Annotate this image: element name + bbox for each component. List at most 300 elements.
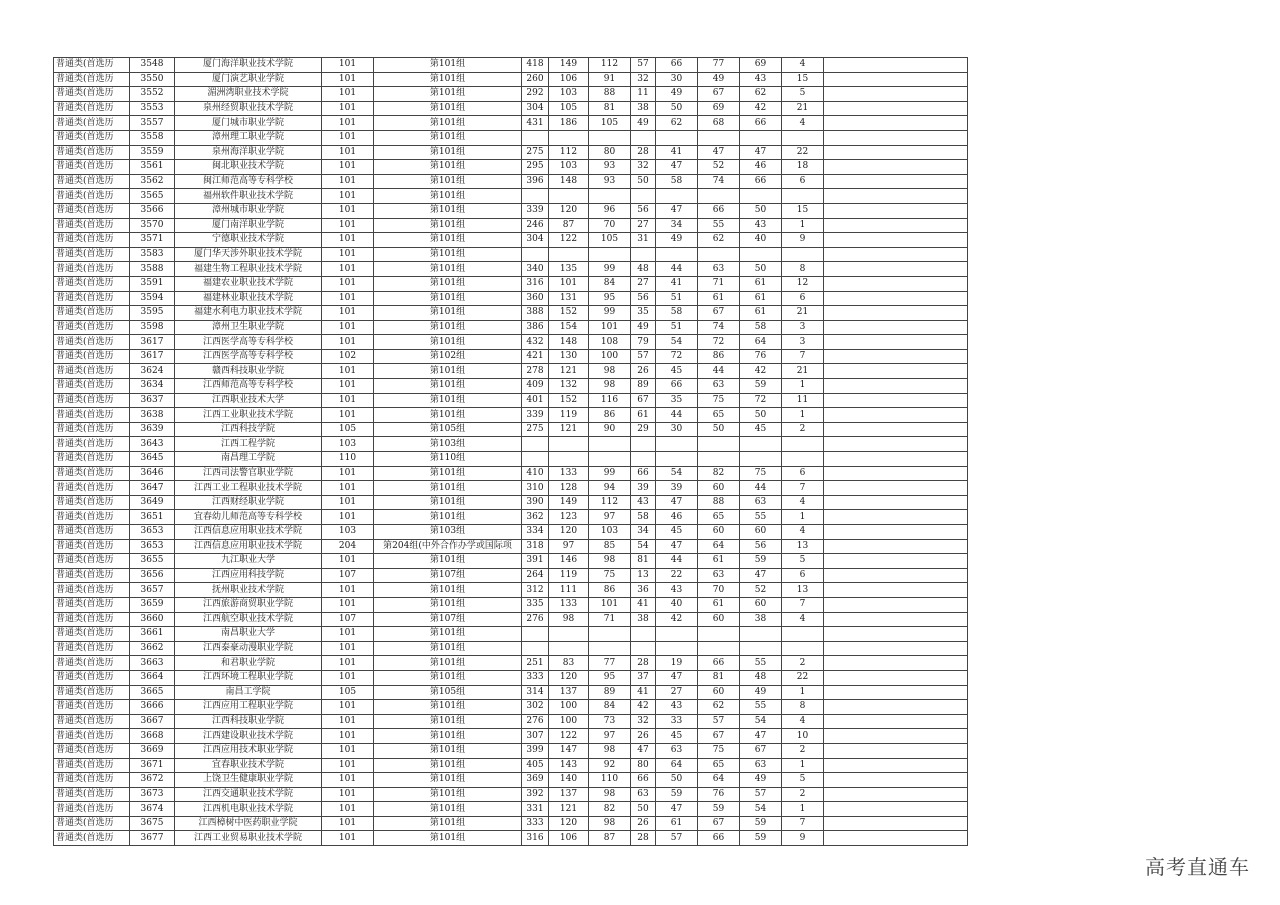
table-cell: 45: [656, 364, 698, 379]
table-cell: 第204组(中外合作办学或国际项: [374, 539, 522, 554]
table-cell: 普通类(首选历: [54, 116, 130, 131]
table-cell: 101: [322, 466, 374, 481]
table-row: [54, 335, 968, 350]
table-cell: [782, 189, 824, 204]
table-row: [54, 276, 968, 291]
table-cell: 13: [782, 539, 824, 554]
table-cell: 108: [589, 335, 631, 350]
table-cell: 65: [698, 408, 740, 423]
table-cell: 62: [656, 116, 698, 131]
table-cell: 49: [656, 233, 698, 248]
table-cell: 71: [589, 612, 631, 627]
table-cell: 57: [631, 58, 656, 73]
table-cell: 江西工程学院: [175, 437, 322, 452]
table-cell: 101: [322, 656, 374, 671]
table-cell: 318: [522, 539, 549, 554]
table-cell: [824, 787, 968, 802]
table-cell: 55: [740, 510, 782, 525]
table-cell: 第101组: [374, 408, 522, 423]
table-cell: 49: [740, 685, 782, 700]
table-cell: 4: [782, 612, 824, 627]
table-cell: 3647: [130, 481, 175, 496]
table-row: [54, 72, 968, 87]
table-row: [54, 612, 968, 627]
table-cell: 42: [631, 700, 656, 715]
table-cell: 38: [631, 612, 656, 627]
table-cell: 101: [322, 262, 374, 277]
table-cell: [656, 641, 698, 656]
table-cell: 22: [656, 568, 698, 583]
table-row: [54, 773, 968, 788]
table-cell: 140: [549, 773, 589, 788]
table-cell: 119: [549, 408, 589, 423]
table-cell: 普通类(首选历: [54, 729, 130, 744]
table-cell: 34: [656, 218, 698, 233]
table-cell: 101: [322, 87, 374, 102]
table-cell: [740, 189, 782, 204]
table-cell: 50: [740, 203, 782, 218]
table-cell: 186: [549, 116, 589, 131]
table-cell: 21: [782, 101, 824, 116]
table-cell: 76: [740, 349, 782, 364]
table-cell: 101: [322, 58, 374, 73]
table-cell: [824, 437, 968, 452]
table-row: [54, 714, 968, 729]
table-cell: 97: [589, 729, 631, 744]
table-cell: 82: [589, 802, 631, 817]
table-cell: [522, 627, 549, 642]
table-cell: [740, 130, 782, 145]
table-cell: 11: [631, 87, 656, 102]
table-cell: 61: [698, 554, 740, 569]
table-cell: 南昌职业大学: [175, 627, 322, 642]
table-cell: 41: [631, 685, 656, 700]
table-cell: 44: [656, 408, 698, 423]
table-cell: 105: [322, 422, 374, 437]
table-cell: 宁德职业技术学院: [175, 233, 322, 248]
table-cell: 63: [656, 743, 698, 758]
table-cell: 99: [589, 466, 631, 481]
table-cell: 101: [322, 160, 374, 175]
table-cell: 1: [782, 510, 824, 525]
table-cell: 60: [740, 525, 782, 540]
table-cell: 3661: [130, 627, 175, 642]
table-cell: [824, 554, 968, 569]
table-cell: 93: [589, 160, 631, 175]
table-cell: 普通类(首选历: [54, 554, 130, 569]
table-cell: 第101组: [374, 379, 522, 394]
table-cell: 8: [782, 700, 824, 715]
table-cell: 普通类(首选历: [54, 612, 130, 627]
table-cell: [824, 452, 968, 467]
table-cell: 110: [589, 773, 631, 788]
table-cell: 105: [589, 233, 631, 248]
table-cell: [824, 656, 968, 671]
table-cell: 386: [522, 320, 549, 335]
table-cell: 21: [782, 364, 824, 379]
table-cell: 401: [522, 393, 549, 408]
table-cell: 59: [740, 379, 782, 394]
table-cell: 204: [322, 539, 374, 554]
table-cell: 第101组: [374, 364, 522, 379]
table-cell: 50: [631, 802, 656, 817]
table-cell: 339: [522, 203, 549, 218]
table-cell: 3645: [130, 452, 175, 467]
table-cell: 62: [698, 233, 740, 248]
table-row: [54, 452, 968, 467]
table-cell: 厦门华天涉外职业技术学院: [175, 247, 322, 262]
table-cell: 64: [698, 539, 740, 554]
table-cell: 普通类(首选历: [54, 87, 130, 102]
table-cell: 137: [549, 787, 589, 802]
table-cell: 100: [549, 714, 589, 729]
table-cell: 3667: [130, 714, 175, 729]
table-cell: 普通类(首选历: [54, 145, 130, 160]
table-cell: 46: [740, 160, 782, 175]
table-cell: 50: [740, 408, 782, 423]
table-cell: 3557: [130, 116, 175, 131]
table-cell: [824, 685, 968, 700]
table-cell: [656, 627, 698, 642]
table-cell: 57: [656, 831, 698, 846]
table-cell: 7: [782, 597, 824, 612]
table-cell: [522, 130, 549, 145]
table-cell: 61: [631, 408, 656, 423]
table-cell: 51: [656, 291, 698, 306]
table-cell: 厦门城市职业学院: [175, 116, 322, 131]
table-cell: 71: [698, 276, 740, 291]
table-cell: 37: [631, 670, 656, 685]
table-cell: 第101组: [374, 554, 522, 569]
table-cell: 61: [740, 291, 782, 306]
table-cell: 292: [522, 87, 549, 102]
table-cell: [522, 247, 549, 262]
table-cell: 江西樟树中医药职业学院: [175, 816, 322, 831]
table-cell: [824, 597, 968, 612]
table-row: [54, 58, 968, 73]
table-cell: 101: [322, 714, 374, 729]
table-row: [54, 160, 968, 175]
table-cell: 第101组: [374, 773, 522, 788]
table-cell: 121: [549, 802, 589, 817]
table-cell: [824, 189, 968, 204]
table-cell: 普通类(首选历: [54, 700, 130, 715]
table-cell: 7: [782, 481, 824, 496]
table-cell: [824, 87, 968, 102]
table-cell: [782, 641, 824, 656]
table-cell: 62: [740, 87, 782, 102]
table-cell: 47: [740, 729, 782, 744]
table-cell: 普通类(首选历: [54, 101, 130, 116]
table-cell: 122: [549, 729, 589, 744]
table-cell: 51: [656, 320, 698, 335]
table-cell: 42: [740, 364, 782, 379]
table-cell: [824, 466, 968, 481]
table-cell: 86: [589, 408, 631, 423]
table-cell: 66: [631, 466, 656, 481]
table-cell: 57: [740, 787, 782, 802]
table-cell: 101: [322, 510, 374, 525]
table-cell: 13: [631, 568, 656, 583]
table-row: [54, 145, 968, 160]
table-row: [54, 466, 968, 481]
table-cell: 8: [782, 262, 824, 277]
table-cell: [549, 189, 589, 204]
table-cell: 90: [589, 422, 631, 437]
table-cell: 7: [782, 816, 824, 831]
table-cell: 江西工业贸易职业技术学院: [175, 831, 322, 846]
table-cell: 81: [589, 101, 631, 116]
table-cell: 3562: [130, 174, 175, 189]
table-cell: 101: [322, 306, 374, 321]
table-cell: 32: [631, 714, 656, 729]
table-cell: 101: [322, 495, 374, 510]
table-cell: 67: [698, 87, 740, 102]
table-cell: 3656: [130, 568, 175, 583]
table-cell: [740, 452, 782, 467]
table-cell: [824, 393, 968, 408]
table-cell: 第101组: [374, 203, 522, 218]
table-cell: 128: [549, 481, 589, 496]
table-cell: 146: [549, 554, 589, 569]
table-cell: 260: [522, 72, 549, 87]
table-cell: 121: [549, 422, 589, 437]
table-cell: 120: [549, 816, 589, 831]
table-cell: 第101组: [374, 802, 522, 817]
table-cell: 27: [631, 276, 656, 291]
table-cell: 116: [589, 393, 631, 408]
table-cell: 43: [631, 495, 656, 510]
table-cell: [824, 145, 968, 160]
table-cell: 普通类(首选历: [54, 262, 130, 277]
table-cell: [589, 452, 631, 467]
table-cell: 66: [698, 656, 740, 671]
table-row: [54, 349, 968, 364]
table-row: [54, 525, 968, 540]
table-cell: 3561: [130, 160, 175, 175]
table-cell: 58: [656, 174, 698, 189]
table-cell: 418: [522, 58, 549, 73]
table-cell: 1: [782, 685, 824, 700]
table-cell: 第101组: [374, 58, 522, 73]
table-cell: 92: [589, 758, 631, 773]
table-cell: 47: [656, 495, 698, 510]
table-cell: 101: [322, 218, 374, 233]
table-cell: 3598: [130, 320, 175, 335]
table-cell: 333: [522, 816, 549, 831]
table-row: [54, 291, 968, 306]
table-cell: 304: [522, 233, 549, 248]
table-cell: [824, 291, 968, 306]
table-cell: 福建农业职业技术学院: [175, 276, 322, 291]
table-cell: 339: [522, 408, 549, 423]
table-cell: [782, 627, 824, 642]
table-cell: 66: [698, 831, 740, 846]
admission-score-table: [53, 57, 968, 846]
table-cell: 310: [522, 481, 549, 496]
table-cell: 第110组: [374, 452, 522, 467]
table-cell: 399: [522, 743, 549, 758]
table-cell: 3651: [130, 510, 175, 525]
table-cell: 67: [698, 729, 740, 744]
table-cell: 第103组: [374, 525, 522, 540]
table-cell: 69: [740, 58, 782, 73]
table-cell: 84: [589, 700, 631, 715]
table-cell: 432: [522, 335, 549, 350]
table-row: [54, 101, 968, 116]
table-cell: 98: [549, 612, 589, 627]
table-cell: 38: [740, 612, 782, 627]
table-cell: 89: [589, 685, 631, 700]
table-cell: 335: [522, 597, 549, 612]
table-cell: 第101组: [374, 510, 522, 525]
table-cell: 29: [631, 422, 656, 437]
table-cell: 275: [522, 422, 549, 437]
table-cell: 57: [698, 714, 740, 729]
table-row: [54, 218, 968, 233]
table-cell: 66: [656, 379, 698, 394]
table-cell: 3566: [130, 203, 175, 218]
table-cell: 和君职业学院: [175, 656, 322, 671]
table-cell: [631, 247, 656, 262]
table-cell: 132: [549, 379, 589, 394]
table-cell: 江西医学高等专科学校: [175, 349, 322, 364]
table-row: [54, 189, 968, 204]
table-cell: [824, 729, 968, 744]
table-cell: 普通类(首选历: [54, 130, 130, 145]
table-cell: 普通类(首选历: [54, 437, 130, 452]
watermark-text: 高考直通车: [1145, 855, 1250, 879]
table-row: [54, 670, 968, 685]
table-cell: 60: [698, 685, 740, 700]
table-cell: 63: [698, 568, 740, 583]
table-cell: [589, 130, 631, 145]
table-cell: 66: [631, 773, 656, 788]
table-cell: 3665: [130, 685, 175, 700]
table-cell: 147: [549, 743, 589, 758]
table-cell: [656, 437, 698, 452]
table-cell: 第101组: [374, 816, 522, 831]
table-cell: 江西师范高等专科学校: [175, 379, 322, 394]
table-cell: 80: [631, 758, 656, 773]
table-cell: 101: [322, 831, 374, 846]
table-cell: 50: [631, 174, 656, 189]
table-cell: 普通类(首选历: [54, 495, 130, 510]
table-cell: 98: [589, 743, 631, 758]
table-cell: 4: [782, 495, 824, 510]
table-cell: [549, 641, 589, 656]
table-cell: 83: [549, 656, 589, 671]
table-cell: 1: [782, 408, 824, 423]
table-cell: 89: [631, 379, 656, 394]
table-cell: 105: [549, 101, 589, 116]
table-cell: 314: [522, 685, 549, 700]
table-cell: 101: [322, 145, 374, 160]
table-cell: 304: [522, 101, 549, 116]
table-cell: 95: [589, 670, 631, 685]
table-cell: [824, 130, 968, 145]
table-cell: 101: [322, 72, 374, 87]
table-cell: [589, 437, 631, 452]
table-cell: 3662: [130, 641, 175, 656]
table-cell: 59: [656, 787, 698, 802]
table-cell: [824, 335, 968, 350]
table-cell: 101: [322, 773, 374, 788]
table-cell: 101: [589, 597, 631, 612]
table-cell: 江西工业职业技术学院: [175, 408, 322, 423]
table-cell: 388: [522, 306, 549, 321]
table-cell: 390: [522, 495, 549, 510]
table-cell: 101: [322, 802, 374, 817]
table-cell: 101: [322, 627, 374, 642]
table-cell: 278: [522, 364, 549, 379]
table-cell: 101: [549, 276, 589, 291]
table-cell: 81: [698, 670, 740, 685]
table-cell: 3671: [130, 758, 175, 773]
table-cell: 普通类(首选历: [54, 758, 130, 773]
table-cell: 3673: [130, 787, 175, 802]
table-cell: 63: [698, 379, 740, 394]
table-cell: [824, 72, 968, 87]
table-cell: 13: [782, 583, 824, 598]
table-cell: 97: [549, 539, 589, 554]
table-cell: 3552: [130, 87, 175, 102]
table-cell: 66: [740, 116, 782, 131]
table-cell: 3639: [130, 422, 175, 437]
table-cell: 340: [522, 262, 549, 277]
table-cell: [631, 627, 656, 642]
table-cell: 391: [522, 554, 549, 569]
table-cell: [824, 262, 968, 277]
table-cell: 122: [549, 233, 589, 248]
table-cell: 42: [740, 101, 782, 116]
table-cell: 第101组: [374, 233, 522, 248]
table-cell: 41: [656, 145, 698, 160]
table-cell: 第101组: [374, 306, 522, 321]
table-cell: 普通类(首选历: [54, 247, 130, 262]
table-cell: 143: [549, 758, 589, 773]
table-cell: 3638: [130, 408, 175, 423]
table-cell: 3: [782, 320, 824, 335]
table-cell: 106: [549, 72, 589, 87]
table-cell: [549, 437, 589, 452]
table-cell: 85: [589, 539, 631, 554]
table-cell: 6: [782, 568, 824, 583]
table-cell: 3657: [130, 583, 175, 598]
table-cell: 61: [740, 276, 782, 291]
table-cell: 43: [740, 218, 782, 233]
table-cell: 普通类(首选历: [54, 233, 130, 248]
table-cell: 第101组: [374, 641, 522, 656]
table-cell: 第101组: [374, 831, 522, 846]
table-cell: 27: [656, 685, 698, 700]
table-cell: [824, 481, 968, 496]
table-cell: 第107组: [374, 612, 522, 627]
table-cell: 宜春幼儿师范高等专科学校: [175, 510, 322, 525]
table-cell: [824, 510, 968, 525]
table-cell: 第107组: [374, 568, 522, 583]
table-cell: 4: [782, 714, 824, 729]
table-cell: 87: [589, 831, 631, 846]
table-cell: 58: [656, 306, 698, 321]
table-cell: 133: [549, 597, 589, 612]
table-cell: 101: [322, 247, 374, 262]
table-cell: 130: [549, 349, 589, 364]
table-cell: 第105组: [374, 422, 522, 437]
table-cell: 93: [589, 174, 631, 189]
table-cell: [824, 583, 968, 598]
table-cell: 上饶卫生健康职业学院: [175, 773, 322, 788]
